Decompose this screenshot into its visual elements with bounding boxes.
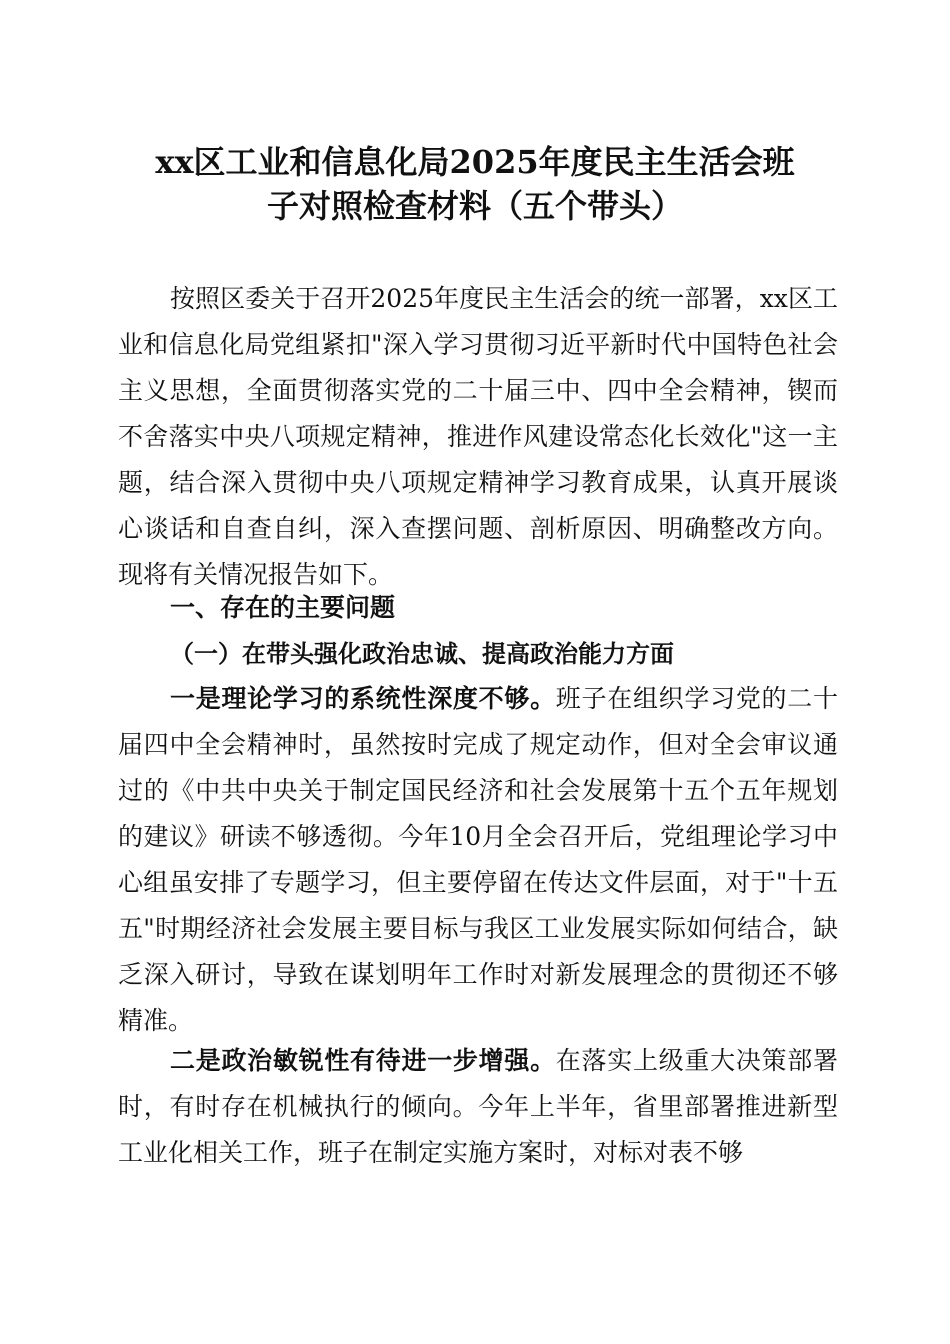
point-2-text: 在落实上级重大决策部署时，有时存在机械执行的倾向。今年上半年，省里部署推进新型工业化相关工作，班子在制定实施方案时，对标对表不够 [118,1046,838,1167]
intro-paragraph: 按照区委关于召开2025年度民主生活会的统一部署，xx区工业和信息化局党组紧扣"深入学习贯彻习近平新时代中国特色社会主义思想，全面贯彻落实党的二十届三中、四中全会精神，锲而不舍落实中央八项规定精神，推进作风建设常态化长效化"这一主题，结合深入贯彻中央八项规定精神学习教育成果，认真开展谈心谈话和自查自纠，深入查摆问题、剖析原因、明确整改方向。现将有关情况报告如下。 [118,284,838,589]
subsection-heading-political-loyalty: （一）在带头强化政治忠诚、提高政治能力方面 [170,639,674,668]
point-1-paragraph [118,676,838,1044]
document-title-line-2: 子对照检查材料（五个带头） [266,187,683,225]
section-heading-problems: 一、存在的主要问题 [170,593,396,622]
point-1-text: 班子在组织学习党的二十届四中全会精神时，虽然按时完成了规定动作，但对全会审议通过的《中共中央关于制定国民经济和社会发展第十五个五年规划的建议》研读不够透彻。今年10月全会召开后，党组理论学习中心组虽安排了专题学习，但主要停留在传达文件层面，对于"十五五"时期经济社会发展主要目标与我区工业发展实际如何结合，缺乏深入研讨，导致在谋划明年工作时对新发展理念的贯彻还不够精准。 [118,684,838,1035]
document-title-line-1: xx区工业和信息化局2025年度民主生活会班 [155,143,795,181]
point-2-paragraph [118,1038,838,1176]
point-2-lead: 二是政治敏锐性有待进一步增强。 [170,1046,556,1075]
point-1-lead: 一是理论学习的系统性深度不够。 [170,684,556,713]
